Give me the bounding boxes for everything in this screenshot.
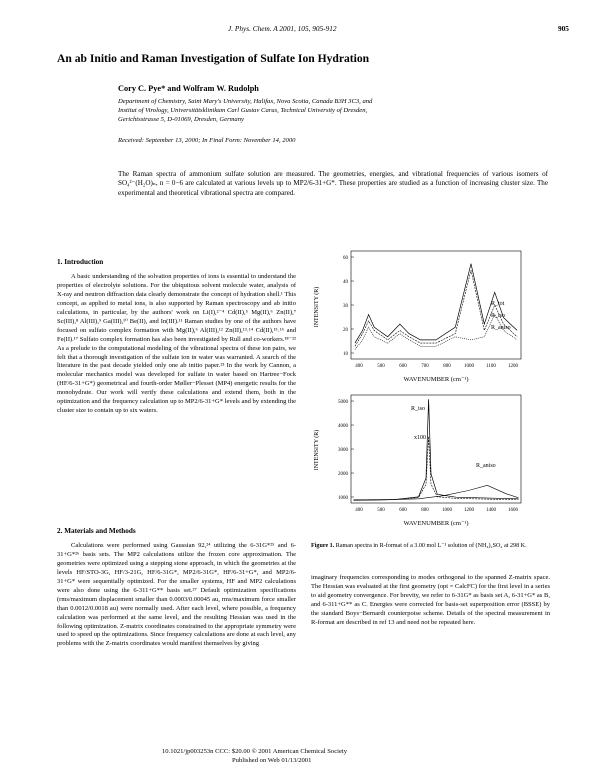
intro-paragraph: A basic understanding of the solvation properties of ions is essential to understand the properties of electrolyte solutions. For the ubiquitous solvent molecule water, analysis of X-ray and neutron diffraction data clearly demonstrate the concept of hydration shell.¹ This concept, as applied to metal ions, is also supported by Raman spectroscopy and ab initio calculations, in particular, by the authors' work on Li(I),²⁻⁴ Cd(II),⁵ Mg(II),⁶ Zn(II),⁷ Sc(III),⁸ Al(III),⁹ Ga(III),¹⁰ Be(II), and In(III).¹¹ Raman studies by one of the authors have focused on sulfato complex formation with Mg(II),⁶ Al(III),¹² Zn(II),¹³˒¹⁴ Cd(II),¹⁵˒¹⁶ and Fe(II).¹⁷ Sulfato complex formation has also been investigated by Rull and co-workers.¹⁸⁻²² As a prelude to the computational modeling of the vibrational spectra of these ion pairs, we felt that a thorough investigation of the sulfate ion in water was warranted. A search of the literature in the past decade yielded only one ab initio paper.²³ In the work by Cannon, a molecular mechanics model was developed for sulfate in water based on Hartree−Fock (HF/6-31+G*) geometrical and fourth-order Møller−Plesset (MP4) energetic results for the monohydrate. Our work will verify these calculations and extend them, both in the optimization and the frequency calculation up to MP2/6-31+G* levels and by extending the cluster size to contain up to six waters. <box>57 272 296 415</box>
top-x-tick-label: 700 <box>421 364 429 369</box>
affiliation-line-2: Institut of Virology, Universitätsklinikum Carl Gustav Carus, Technical University of Dresden, <box>118 107 368 114</box>
top-x-tick-label: 1000 <box>464 364 474 369</box>
top-x-tick-label: 600 <box>399 364 407 369</box>
bottom-x-tick-label: 1400 <box>486 508 496 513</box>
abstract: The Raman spectra of ammonium sulfate solution are measured. The geometries, energies, and vibrational frequencies of various isomers of SO₄²⁻(H₂O)ₙ, n = 0−6 are calculated at various levels up to MP2/6-31+G*. These properties are studied as a function of increasing cluster size. The experimental and theoretical vibrational spectra are compared. <box>118 170 548 197</box>
top-x-axis-label: WAVENUMBER (cm⁻¹) <box>403 376 469 383</box>
bottom-x-tick-label: 500 <box>377 508 385 513</box>
top-y-tick-label: 60 <box>343 256 348 261</box>
bottom-label-x100: x100 <box>414 435 426 441</box>
section-heading-introduction: 1. Introduction <box>57 258 104 266</box>
bottom-y-axis-label: INTENSITY (R) <box>314 429 320 471</box>
bottom-label-r-aniso: R_aniso <box>476 463 496 469</box>
figure-caption-label: Figure 1. <box>311 543 335 549</box>
top-x-tick-label: 1200 <box>508 364 518 369</box>
figure-caption-text: Raman spectra in R-format of a 3.00 mol L⁻¹ solution of (NH₄)₂SO₄ at 298 K. <box>335 543 527 549</box>
affiliation-line-1: Department of Chemistry, Saint Mary's University, Halifax, Nova Scotia, Canada B3H 3C3, and <box>118 98 373 105</box>
bottom-x-tick-label: 1000 <box>442 508 452 513</box>
top-x-tick-label: 1100 <box>486 364 496 369</box>
methods-paragraph: Calculations were performed using Gaussian 92,²⁴ utilizing the 6-31G*²⁵ and 6-31+G*²⁶ basis sets. The MP2 calculations utilize the frozen core approximation. The geometries were optimized using a stepping stone approach, in which the geometries at the levels HF/STO-3G, HF/3-21G, HF/6-31G*, MP2/6-31G*, HF/6-31+G*, and MP2/6-31+G* were sequentially optimized. For the smaller systems, HF and MP2 calculations were also done using the 6-311+G** basis set.²⁷ Default optimization specifications (rms/maximum displacement smaller than 0.0003/0.00045 au, rms/maximum force smaller than 0.0012/0.0018 au) were normally used. After each level, where possible, a frequency calculation was performed at the same level, and the resulting Hessian was used in the following optimization. Z-matrix coordinates constrained to the appropriate symmetry were used to speed up the optimizations. Since frequency calculations are done at each level, any problems with the Z-matrix coordinates would manifest themselves by giving <box>57 541 296 648</box>
figure-caption <box>311 543 550 551</box>
affiliation-line-3: Gerichtsstrasse 5, D-01069, Dresden, Germany <box>118 116 244 123</box>
top-y-tick-label: 20 <box>343 328 348 333</box>
top-x-tick-label: 800 <box>443 364 451 369</box>
bottom-label-r-iso: R_iso <box>411 406 426 412</box>
page-number: 905 <box>558 24 569 33</box>
introduction-section <box>57 258 296 416</box>
top-y-tick-label: 40 <box>343 280 348 285</box>
top-label-r-iso: R_iso <box>491 313 506 319</box>
footer-doi-line: 10.1021/jp003253n CCC: $20.00 © 2001 American Chemical Society <box>162 748 348 755</box>
top-series-r-iso-line <box>355 270 517 346</box>
top-y-tick-label: 30 <box>343 304 348 309</box>
right-column-text <box>311 574 550 628</box>
top-label-r-tot: R_tot <box>491 301 505 307</box>
bottom-series-r-iso-line <box>354 399 519 500</box>
paper-title: An ab Initio and Raman Investigation of Sulfate Ion Hydration <box>57 52 370 65</box>
bottom-x-tick-label: 800 <box>421 508 429 513</box>
bottom-y-tick-label: 5000 <box>338 400 348 405</box>
top-label-r-aniso: R_aniso <box>491 325 511 331</box>
methods-section <box>57 527 296 649</box>
received-dates: Received: September 13, 2000; In Final Form: November 14, 2000 <box>118 137 296 144</box>
journal-citation: J. Phys. Chem. A 2001, 105, 905-912 <box>228 24 337 33</box>
bottom-x-axis-label: WAVENUMBER (cm⁻¹) <box>403 520 469 527</box>
figure-1 <box>311 245 551 545</box>
section-heading-methods: 2. Materials and Methods <box>57 527 136 535</box>
bottom-x-tick-label: 600 <box>399 508 407 513</box>
top-x-tick-label: 500 <box>377 364 385 369</box>
bottom-y-tick-label: 1000 <box>338 496 348 501</box>
top-x-tick-label: 400 <box>355 364 363 369</box>
bottom-y-tick-label: 4000 <box>338 424 348 429</box>
bottom-y-tick-label: 2000 <box>338 472 348 477</box>
top-y-axis-label: INTENSITY (R) <box>314 286 320 328</box>
top-series-r-aniso-line <box>355 315 517 350</box>
bottom-plot-frame <box>351 395 521 503</box>
footer-published-line: Published on Web 01/13/2001 <box>232 757 312 764</box>
chart-top-panel <box>313 251 521 383</box>
bottom-y-tick-label: 3000 <box>338 448 348 453</box>
bottom-x-tick-label: 1200 <box>464 508 474 513</box>
bottom-x-tick-label: 400 <box>355 508 363 513</box>
chart-bottom-panel <box>313 395 521 527</box>
bottom-x-tick-label: 1600 <box>508 508 518 513</box>
top-y-tick-label: 10 <box>343 352 348 357</box>
right-column-paragraph: imaginary frequencies corresponding to modes orthogonal to the spanned Z-matrix space. The Hessian was evaluated at the first geometry (opt = CalcFC) for the first level in a series to aid geometry convergence. For brevity, we refer to 6-31G* as basis set A, 6-31+G* as B, and 6-311+G** as C. Energies were corrected for basis-set superposition error (BSSE) by the standard Boys−Bernardi counterpoise scheme. Details of the spectral measurement in R-format are described in ref 13 and need not be repeated here. <box>311 574 550 626</box>
author-list: Cory C. Pye* and Wolfram W. Rudolph <box>118 84 259 93</box>
